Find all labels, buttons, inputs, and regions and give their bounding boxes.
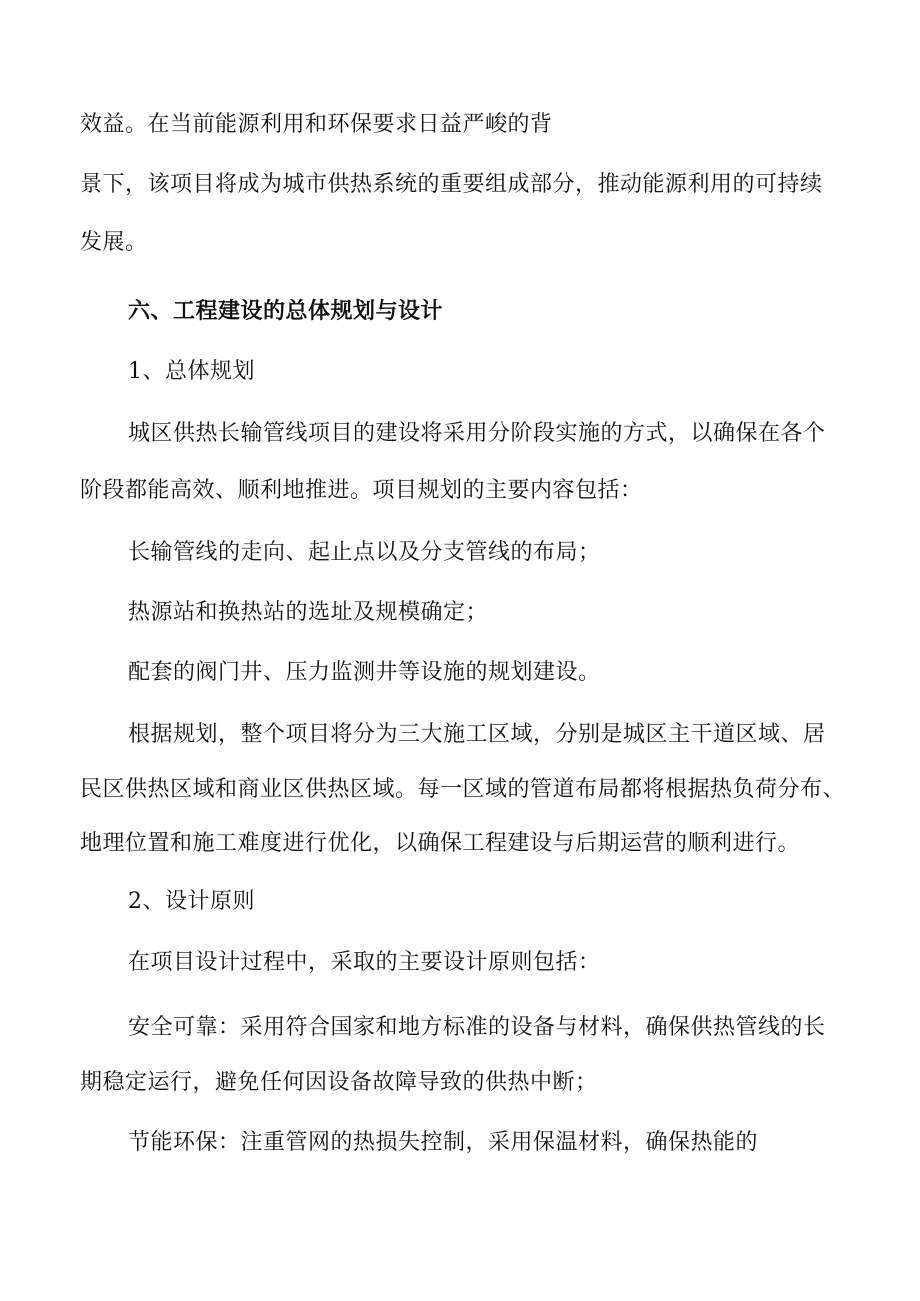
paragraph-1-line-1: 城区供热长输管线项目的建设将采用分阶段实施的方式，以确保在各个	[128, 421, 826, 446]
paragraph-3: 在项目设计过程中，采取的主要设计原则包括：	[128, 950, 601, 975]
subsection-heading-2: 2、设计原则	[128, 889, 255, 914]
paragraph-4-line-1: 安全可靠：采用符合国家和地方标准的设备与材料，确保供热管线的长	[128, 1015, 826, 1040]
section-heading: 六、工程建设的总体规划与设计	[128, 298, 444, 324]
paragraph-4-line-2: 期稳定运行，避免任何因设备故障导致的供热中断；	[80, 1070, 598, 1095]
paragraph-2-line-1: 根据规划，整个项目将分为三大施工区域，分别是城区主干道区域、居	[128, 722, 826, 747]
text-line-3: 发展。	[80, 230, 148, 255]
paragraph-5-line-1: 节能环保：注重管网的热损失控制，采用保温材料，确保热能的	[128, 1130, 759, 1155]
text-line-2: 景下，该项目将成为城市供热系统的重要组成部分，推动能源利用的可持续	[80, 172, 823, 197]
paragraph-2-line-3: 地理位置和施工难度进行优化，以确保工程建设与后期运营的顺利进行。	[80, 831, 801, 856]
list-item-2: 热源站和换热站的选址及规模确定；	[128, 600, 489, 625]
subsection-heading-1: 1、总体规划	[128, 359, 255, 384]
list-item-1: 长输管线的走向、起止点以及分支管线的布局；	[128, 540, 601, 565]
list-item-3: 配套的阀门井、压力监测井等设施的规划建设。	[128, 660, 601, 685]
paragraph-1-line-2: 阶段都能高效、顺利地推进。项目规划的主要内容包括：	[80, 478, 643, 503]
paragraph-2-line-2: 民区供热区域和商业区供热区域。每一区域的管道布局都将根据热负荷分布、	[80, 777, 846, 802]
text-line-1: 效益。在当前能源利用和环保要求日益严峻的背	[80, 112, 553, 137]
